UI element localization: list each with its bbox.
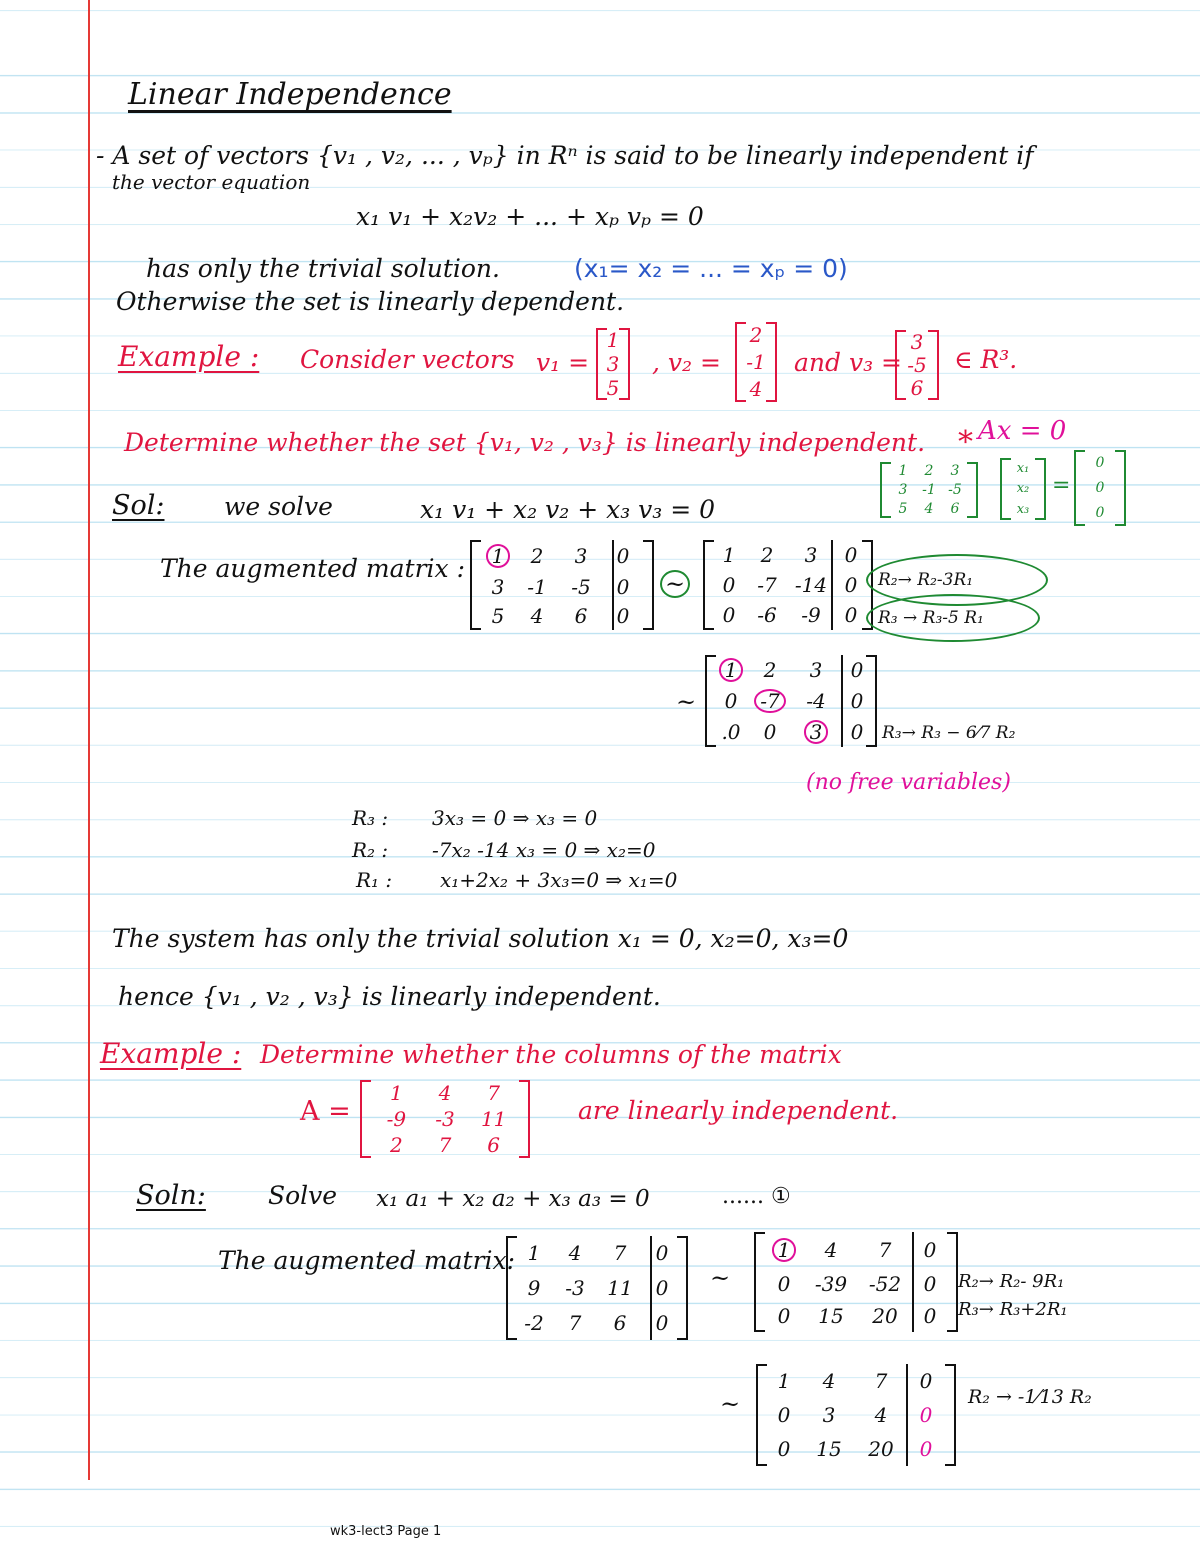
example-2-sol-label: Soln: <box>136 1180 206 1211</box>
ax-equals-zero: Ax = 0 <box>978 416 1067 446</box>
matrix-entry: 0 <box>923 1304 937 1328</box>
augmented-matrix-4 <box>506 1236 688 1340</box>
example-2-text-2: are linearly independent. <box>578 1096 899 1125</box>
matrix-entry: -6 <box>757 603 777 627</box>
matrix-entry <box>793 720 839 744</box>
matrix-entry: 3 <box>804 543 818 567</box>
conclusion-line-1: The system has only the trivial solution x₁ = 0, x₂=0, x₃=0 <box>112 924 849 953</box>
augmented-matrix-6 <box>756 1364 956 1466</box>
row-op-6: R₂ → -1⁄13 R₂ <box>968 1386 1092 1408</box>
tilde-circle: ~ <box>660 570 690 598</box>
vector-v1 <box>596 328 630 400</box>
matrix-entry: 0 <box>722 603 736 627</box>
matrix-entry: 7 <box>878 1238 892 1262</box>
matrix-entry: 2 <box>530 544 544 569</box>
matrix-entry: -9 <box>386 1107 407 1131</box>
green-unknowns-vector <box>1000 458 1046 520</box>
pivot-circle: 1 <box>719 658 744 682</box>
matrix-entry: -1 <box>527 574 547 599</box>
matrix-entry: 3 <box>822 1403 836 1427</box>
matrix-entry: -52 <box>868 1272 902 1296</box>
matrix-entry: 4 <box>568 1241 582 1266</box>
matrix-entry: 0 <box>844 543 858 567</box>
vector-equation: x₁ v₁ + x₂v₂ + ... + xₚ vₚ = 0 <box>356 202 704 231</box>
row-equivalent-tilde-3: ~ <box>710 1264 731 1292</box>
matrix-entry: 3 <box>606 352 620 376</box>
matrix-entry: 6 <box>487 1133 501 1157</box>
matrix-entry: 5 <box>898 500 908 517</box>
matrix-entry: 0 <box>850 688 864 713</box>
v1-label: v₁ = <box>536 348 590 377</box>
example-2-label: Example : <box>100 1037 242 1070</box>
equation-ref-1: ...... ① <box>722 1184 791 1209</box>
green-equals: = <box>1052 473 1071 498</box>
definition-line-4: Otherwise the set is linearly dependent. <box>116 287 625 316</box>
matrix-entry: -9 <box>801 603 821 627</box>
matrix-entry: 1 <box>389 1081 403 1105</box>
matrix-entry: 7 <box>568 1310 582 1335</box>
matrix-entry: -5 <box>948 481 962 498</box>
matrix-entry: -3 <box>435 1107 455 1131</box>
matrix-entry: -39 <box>814 1272 848 1296</box>
matrix-entry: 5 <box>606 376 620 400</box>
matrix-entry: 9 <box>527 1275 541 1300</box>
example-2-sol-equation: x₁ a₁ + x₂ a₂ + x₃ a₃ = 0 <box>376 1186 650 1212</box>
matrix-entry: 3 <box>898 481 908 498</box>
matrix-entry: -5 <box>571 574 591 599</box>
r1-label: R₁ : <box>356 868 393 892</box>
star-mark: * <box>958 425 973 460</box>
matrix-entry: 15 <box>818 1304 844 1328</box>
matrix-entry: -1 <box>746 349 766 374</box>
matrix-entry: 0 <box>923 1272 937 1296</box>
pivot-circle: 1 <box>486 544 511 568</box>
no-free-variables-note: (no free variables) <box>806 770 1011 795</box>
example-1-label: Example : <box>118 340 260 373</box>
matrix-entry: 2 <box>760 543 774 567</box>
example-2-sol-text: Solve <box>268 1181 338 1210</box>
matrix-entry: 1 <box>722 543 736 567</box>
matrix-entry: 6 <box>950 500 960 517</box>
matrix-entry: 4 <box>438 1081 452 1105</box>
row-op-5: R₃→ R₃+2R₁ <box>958 1299 1068 1320</box>
notebook-margin-line <box>88 0 90 1480</box>
matrix-entry: 2 <box>749 323 763 348</box>
row-op-3: R₃→ R₃ − 6⁄7 R₂ <box>882 723 1016 743</box>
matrix-entry <box>764 1238 804 1262</box>
matrix-entry: 7 <box>874 1369 888 1393</box>
matrix-entry: 1 <box>898 463 908 480</box>
matrix-entry: 0 <box>1095 479 1105 496</box>
augmented-matrix-2 <box>703 540 873 630</box>
matrix-A-label: A = <box>300 1096 351 1127</box>
matrix-entry: 6 <box>613 1310 627 1335</box>
example-1-sol-equation: x₁ v₁ + x₂ v₂ + x₃ v₃ = 0 <box>420 495 716 524</box>
matrix-entry: 7 <box>613 1241 627 1266</box>
page-title: Linear Independence <box>128 77 452 112</box>
matrix-entry: 15 <box>816 1437 842 1461</box>
matrix-entry: 0 <box>777 1272 791 1296</box>
matrix-entry: 0 <box>844 573 858 597</box>
row-equivalent-tilde-4: ~ <box>720 1390 741 1418</box>
pivot-circle: -7 <box>754 689 785 713</box>
matrix-entry <box>715 658 747 682</box>
example-1-sol-text: we solve <box>224 492 333 521</box>
vector-v2 <box>735 322 777 402</box>
matrix-entry: 5 <box>491 603 505 628</box>
matrix-entry <box>480 544 516 568</box>
matrix-entry: 20 <box>868 1437 894 1461</box>
matrix-entry: 4 <box>749 376 763 401</box>
page-footer: wk3-lect3 Page 1 <box>330 1524 442 1539</box>
matrix-entry: .0 <box>721 719 741 744</box>
matrix-entry: 0 <box>850 719 864 744</box>
matrix-entry: 2 <box>763 658 777 683</box>
matrix-entry: 20 <box>872 1304 898 1328</box>
matrix-entry: -4 <box>806 688 826 713</box>
matrix-entry: x₂ <box>1016 481 1030 497</box>
matrix-entry: 4 <box>530 603 544 628</box>
pivot-circle: 1 <box>772 1238 797 1262</box>
definition-line-3: has only the trivial solution. <box>146 254 500 283</box>
matrix-entry: 1 <box>777 1369 791 1393</box>
matrix-entry: 0 <box>923 1238 937 1262</box>
example-1-sol-label: Sol: <box>112 490 165 521</box>
matrix-entry: 11 <box>607 1275 633 1300</box>
space-label: ∈ R³. <box>954 345 1018 374</box>
matrix-entry: 0 <box>722 573 736 597</box>
matrix-entry: 4 <box>874 1403 888 1427</box>
definition-line-1: - A set of vectors {v₁ , v₂, ... , vₚ} in Rⁿ is said to be linearly independent if <box>96 141 1034 170</box>
matrix-entry: 0 <box>1095 505 1105 522</box>
matrix-entry: 4 <box>824 1238 838 1262</box>
matrix-entry: 2 <box>389 1133 403 1157</box>
matrix-entry: 3 <box>574 544 588 569</box>
matrix-entry: 1 <box>606 328 620 352</box>
matrix-entry: 0 <box>777 1304 791 1328</box>
row-op-2: R₃ → R₃-5 R₁ <box>878 608 984 628</box>
v3-label: and v₃ = <box>794 348 902 377</box>
example-2-augmented-label: The augmented matrix: <box>218 1246 516 1275</box>
matrix-entry: 4 <box>924 500 934 517</box>
matrix-entry: 0 <box>655 1310 669 1335</box>
matrix-entry: 4 <box>822 1369 836 1393</box>
r3-equation: 3x₃ = 0 ⇒ x₃ = 0 <box>432 806 598 830</box>
matrix-entry: 0 <box>919 1437 933 1461</box>
row-equivalent-tilde-2: ~ <box>676 688 697 716</box>
matrix-entry: 3 <box>491 574 505 599</box>
matrix-entry: 0 <box>655 1241 669 1266</box>
augmented-matrix-1 <box>470 540 654 630</box>
matrix-entry: 0 <box>763 719 777 744</box>
matrix-entry: 0 <box>655 1275 669 1300</box>
definition-line-2: the vector equation <box>112 170 311 194</box>
row-equivalent-tilde-1 <box>660 570 690 598</box>
matrix-entry: 0 <box>724 688 738 713</box>
matrix-entry: 7 <box>487 1081 501 1105</box>
matrix-entry: 0 <box>850 658 864 683</box>
matrix-entry: -7 <box>757 573 777 597</box>
example-2-text: Determine whether the columns of the matrix <box>260 1040 842 1069</box>
example-1-text: Consider vectors <box>300 345 515 374</box>
matrix-entry: 0 <box>616 544 630 569</box>
matrix-entry: 0 <box>777 1403 791 1427</box>
augmented-matrix-3 <box>705 655 877 747</box>
matrix-entry: 0 <box>1095 454 1105 471</box>
matrix-entry: 6 <box>910 376 924 401</box>
row-op-1: R₂→ R₂-3R₁ <box>878 570 974 590</box>
matrix-entry: 0 <box>777 1437 791 1461</box>
trivial-solution-note: (x₁= x₂ = ... = xₚ = 0) <box>574 254 848 283</box>
matrix-entry: 3 <box>950 463 960 480</box>
example-1-question: Determine whether the set {v₁, v₂ , v₃} is linearly independent. <box>124 428 926 457</box>
example-1-augmented-label: The augmented matrix : <box>160 554 465 583</box>
matrix-A <box>360 1080 530 1158</box>
r3-label: R₃ : <box>352 806 389 830</box>
r1-equation: x₁+2x₂ + 3x₃=0 ⇒ x₁=0 <box>440 868 678 892</box>
matrix-entry: -3 <box>565 1275 585 1300</box>
matrix-entry: x₁ <box>1016 460 1030 476</box>
v2-label: , v₂ = <box>652 348 721 377</box>
matrix-entry: 0 <box>919 1403 933 1427</box>
r2-equation: -7x₂ -14 x₃ = 0 ⇒ x₂=0 <box>432 838 656 862</box>
matrix-entry <box>747 689 793 713</box>
matrix-entry: 0 <box>616 603 630 628</box>
matrix-entry: 0 <box>616 574 630 599</box>
row-op-4: R₂→ R₂- 9R₁ <box>958 1271 1065 1292</box>
matrix-entry: 6 <box>574 603 588 628</box>
matrix-entry: -5 <box>907 352 927 377</box>
matrix-entry: 0 <box>919 1369 933 1393</box>
matrix-entry: 0 <box>844 603 858 627</box>
vector-v3 <box>895 330 939 400</box>
matrix-entry: 2 <box>924 463 934 480</box>
conclusion-line-2: hence {v₁ , v₂ , v₃} is linearly independent. <box>118 982 661 1011</box>
matrix-entry: x₃ <box>1016 502 1030 518</box>
matrix-entry: -1 <box>922 481 936 498</box>
green-zero-vector <box>1074 450 1126 526</box>
augmented-matrix-5 <box>754 1232 958 1332</box>
r2-label: R₂ : <box>352 838 389 862</box>
matrix-entry: 3 <box>809 658 823 683</box>
matrix-entry: 11 <box>480 1107 507 1131</box>
matrix-entry: 7 <box>438 1133 452 1157</box>
matrix-entry: 1 <box>527 1241 541 1266</box>
matrix-entry: -2 <box>524 1310 544 1335</box>
green-coefficient-matrix <box>880 462 978 518</box>
matrix-entry: 3 <box>910 329 924 354</box>
pivot-circle: 3 <box>804 720 829 744</box>
matrix-entry: -14 <box>794 573 828 597</box>
